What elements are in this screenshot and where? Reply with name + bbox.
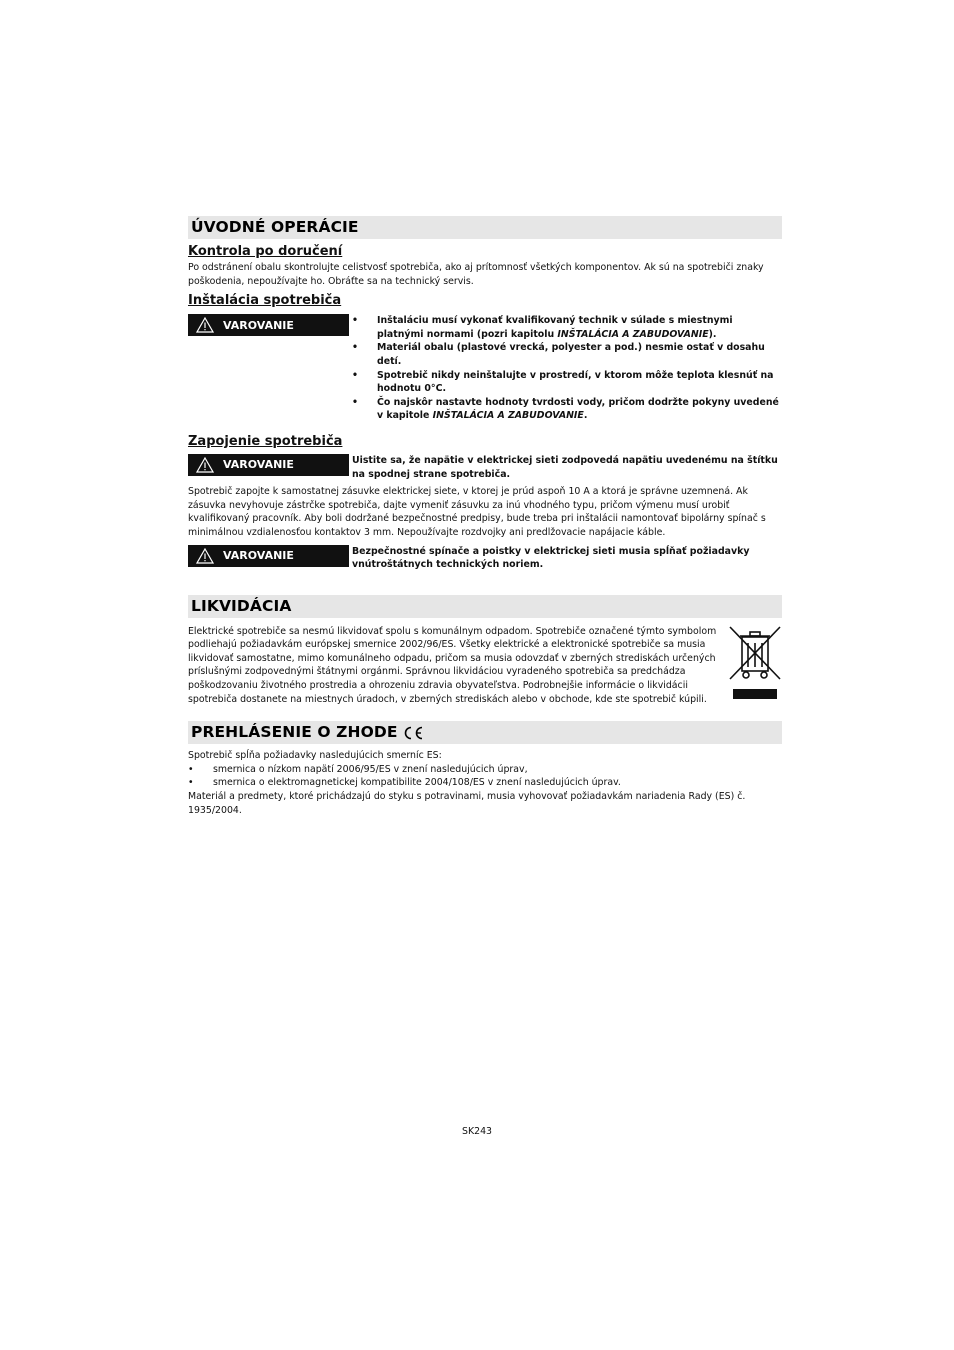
section-title-prehlasenie-text: PREHLÁSENIE O ZHODE [191,723,398,742]
page-content [188,216,782,817]
warning-label [188,545,349,567]
warning-label-text: VAROVANIE [223,318,294,332]
list-item: • Materiál obalu (plastové vrecká, polyester a pod.) nesmie ostať v dosahu detí. [352,341,782,368]
warning-label [188,454,349,476]
warning-label [188,314,349,336]
crossed-bin-icon [728,625,782,701]
warning-triangle-icon [196,457,214,473]
kontrola-text: Po odstránení obalu skontrolujte celistvosť spotrebiča, ako aj prítomnosť všetkých komponentov. Ak sú na spotrebiči znaky poškodenia, nepoužívajte ho. Obráťte sa na technický servis. [188,262,764,287]
section-title-likvidacia: LIKVIDÁCIA [188,595,782,618]
warning-label-text: VAROVANIE [223,549,294,562]
heading-kontrola: Kontrola po doručení [188,244,343,259]
zapojenie-text: Spotrebič zapojte k samostatnej zásuvke elektrickej siete, v ktorej je prúd aspoň 10 A a ktorá je správne uzemnená. Ak zásuvka nevyhovuje zástrčke spotrebiča, dajte vymeniť zásuvku za inú vhodného typu, pričom výmenu musí urobiť kvalifikovaný pracovník. Aby boli dodržané bezpečnostné predpisy, bude treba pri inštalácii namontovať bipolárny spínač s minimálnou vzdialenosťou kontaktov 3 mm. Nepoužívajte rozdvojky ani predlžovacie napájacie káble. [188,486,766,538]
heading-instalacia: Inštalácia spotrebiča [188,293,342,309]
section-title-uvodne: ÚVODNÉ OPERÁCIE [188,216,782,239]
likvidacia-text: Elektrické spotrebiče sa nesmú likvidovať spolu s komunálnym odpadom. Spotrebiče označené týmto symbolom podliehajú požiadavkám európskej smernice 2002/96/ES. Všetky elektrické a elektronické spotrebiče sa musia likvidovať samostatne, mimo komunálneho odpadu, pričom sa musia odovzdať v zberných strediskách určených príslušnými zodpovednými štátnymi orgánmi. Správnou likvidáciou vyradeného spotrebiča sa predchádza poškodzovaniu životného prostredia a ohrozeniu zdravia obyvateľstva. Podrobnejšie informácie o likvidácii spotrebiča dostanete na miestnych úradoch, v zberných strediskách alebo v obchode, kde ste spotrebič kúpili. [188,625,717,705]
instalacia-warning [188,314,782,423]
warning-text: Uistite sa, že napätie v elektrickej sieti zodpovedá napätiu uvedenému na štítku na spodnej strane spotrebiča. [352,454,778,480]
prehlasenie-outro: Materiál a predmety, ktoré prichádzajú do styku s potravinami, musia vyhovovať požiadavkám nariadenia Rady (ES) č. 1935/2004. [188,791,746,816]
instalacia-bullets [352,314,782,423]
weee-symbol [728,625,782,707]
prehlasenie-intro: Spotrebič spĺňa požiadavky nasledujúcich smerníc ES: [188,750,442,762]
list-item: • smernica o nízkom napätí 2006/95/ES v znení nasledujúcich úprav, [188,763,782,777]
list-item: • Spotrebič nikdy neinštalujte v prostredí, v ktorom môže teplota klesnúť na hodnotu 0°C. [352,369,782,396]
prehlasenie-list [188,763,782,790]
section-title-prehlasenie [188,721,782,744]
zapojenie-warning-2 [188,545,782,572]
zapojenie-warning-1 [188,454,782,481]
ce-mark-icon [402,726,424,740]
warning-label-text: VAROVANIE [223,458,294,472]
page-number: SK243 [462,1126,492,1137]
heading-zapojenie: Zapojenie spotrebiča [188,433,343,449]
list-item: • smernica o elektromagnetickej kompatibilite 2004/108/ES v znení nasledujúcich úprav. [188,776,782,790]
likvidacia-block [188,625,782,707]
warning-triangle-icon [196,317,214,333]
warning-triangle-icon [196,548,214,564]
list-item: • Čo najskôr nastavte hodnoty tvrdosti vody, pričom dodržte pokyny uvedené v kapitole INŠTALÁCIA A ZABUDOVANIE. [352,396,782,423]
list-item: • Inštaláciu musí vykonať kvalifikovaný technik v súlade s miestnymi platnými normami (pozri kapitolu INŠTALÁCIA A ZABUDOVANIE). [352,314,782,341]
warning-text: Bezpečnostné spínače a poistky v elektrickej sieti musia spĺňať požiadavky vnútroštátnych technických noriem. [352,545,750,571]
